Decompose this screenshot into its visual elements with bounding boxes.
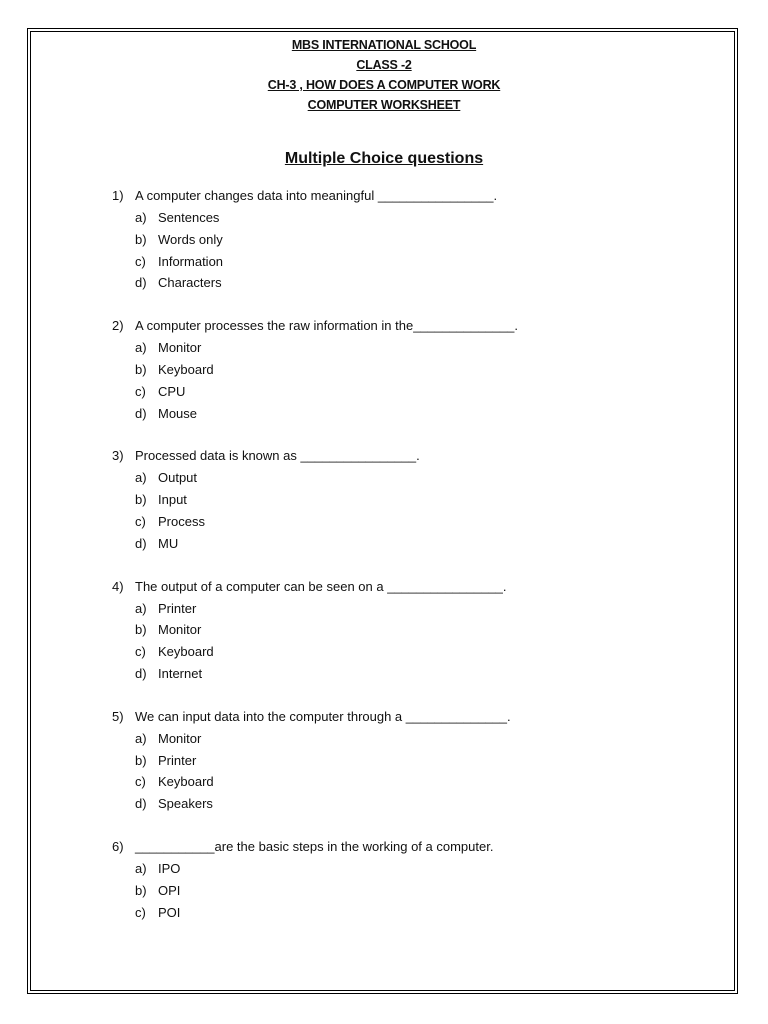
answer-option — [112, 511, 712, 533]
option-letter: c) — [135, 904, 146, 920]
option-text: Process — [158, 513, 205, 529]
option-text: Printer — [158, 752, 197, 768]
answer-option — [112, 381, 712, 403]
option-letter: d) — [135, 665, 147, 681]
answer-option — [112, 229, 712, 251]
answer-option — [112, 533, 712, 555]
answer-option — [112, 771, 712, 793]
option-letter: c) — [135, 644, 146, 660]
option-letter: d) — [135, 796, 147, 812]
answer-option — [112, 619, 712, 641]
option-letter: c) — [135, 253, 146, 269]
option-text: Words only — [158, 231, 223, 247]
option-text: POI — [158, 904, 181, 920]
question-number: 5) — [112, 708, 124, 724]
answer-option — [112, 207, 712, 229]
question-text: We can input data into the computer through a ______________. — [135, 708, 511, 724]
question-line — [112, 445, 712, 467]
option-text: MU — [158, 535, 179, 551]
question-line — [112, 315, 712, 337]
question-line — [112, 836, 712, 858]
option-text: Output — [158, 470, 198, 486]
option-text: CPU — [158, 383, 186, 399]
option-letter: b) — [135, 361, 147, 377]
option-text: Keyboard — [158, 774, 214, 790]
question-item — [112, 576, 712, 685]
question-item — [112, 706, 712, 815]
answer-option — [112, 337, 712, 359]
option-letter: a) — [135, 470, 147, 486]
option-letter: c) — [135, 383, 146, 399]
option-text: Monitor — [158, 622, 202, 638]
option-text: Characters — [158, 275, 222, 291]
answer-option — [112, 359, 712, 381]
answer-option — [112, 663, 712, 685]
question-text: A computer processes the raw information in the______________. — [135, 318, 519, 334]
answer-option — [112, 403, 712, 425]
option-text: IPO — [158, 860, 181, 876]
question-item — [112, 836, 712, 923]
answer-option — [112, 793, 712, 815]
option-letter: a) — [135, 730, 147, 746]
option-text: Printer — [158, 600, 197, 616]
option-letter: b) — [135, 231, 147, 247]
section-title: Multiple Choice questions — [284, 150, 484, 167]
option-text: Input — [158, 492, 187, 508]
option-text: Mouse — [158, 405, 198, 421]
worksheet-title: COMPUTER WORKSHEET — [307, 98, 461, 112]
option-text: Information — [158, 253, 224, 269]
option-text: Monitor — [158, 340, 202, 356]
question-number: 1) — [112, 188, 124, 203]
question-line — [112, 185, 712, 207]
chapter-title: CH-3 , HOW DOES A COMPUTER WORK — [267, 78, 501, 92]
answer-option — [112, 467, 712, 489]
option-letter: d) — [135, 405, 147, 421]
option-letter: d) — [135, 275, 147, 291]
option-letter: d) — [135, 535, 147, 551]
question-list — [112, 185, 712, 944]
question-item — [112, 315, 712, 424]
question-text: The output of a computer can be seen on a ________________. — [135, 578, 507, 594]
class-label: CLASS -2 — [356, 58, 412, 72]
question-item — [112, 445, 712, 554]
option-letter: a) — [135, 600, 147, 616]
question-text: Processed data is known as ________________. — [135, 448, 420, 464]
option-letter: c) — [135, 513, 146, 529]
option-letter: a) — [135, 210, 147, 225]
option-letter: b) — [135, 492, 147, 508]
answer-option — [112, 728, 712, 750]
question-item — [112, 185, 712, 294]
answer-option — [112, 598, 712, 620]
answer-option — [112, 641, 712, 663]
answer-option — [112, 489, 712, 511]
option-letter: b) — [135, 752, 147, 768]
option-text: OPI — [158, 882, 181, 898]
question-number: 3) — [112, 448, 124, 464]
option-text: Monitor — [158, 730, 202, 746]
option-letter: b) — [135, 622, 147, 638]
answer-option — [112, 858, 712, 880]
option-text: Speakers — [158, 796, 213, 812]
question-text: ___________are the basic steps in the working of a computer. — [135, 838, 494, 854]
question-number: 6) — [112, 838, 124, 854]
answer-option — [112, 902, 712, 924]
option-letter: a) — [135, 340, 147, 356]
answer-option — [112, 272, 712, 294]
document-header — [0, 35, 768, 115]
option-text: Keyboard — [158, 644, 214, 660]
option-letter: c) — [135, 774, 146, 790]
option-letter: a) — [135, 860, 147, 876]
question-line — [112, 706, 712, 728]
question-line — [112, 576, 712, 598]
question-number: 4) — [112, 578, 124, 594]
question-number: 2) — [112, 318, 124, 334]
school-name: MBS INTERNATIONAL SCHOOL — [291, 38, 477, 52]
option-text: Internet — [158, 665, 203, 681]
answer-option — [112, 880, 712, 902]
option-letter: b) — [135, 882, 147, 898]
answer-option — [112, 251, 712, 273]
option-text: Sentences — [158, 210, 220, 225]
option-text: Keyboard — [158, 361, 214, 377]
question-text: A computer changes data into meaningful ________________. — [135, 188, 498, 203]
answer-option — [112, 750, 712, 772]
